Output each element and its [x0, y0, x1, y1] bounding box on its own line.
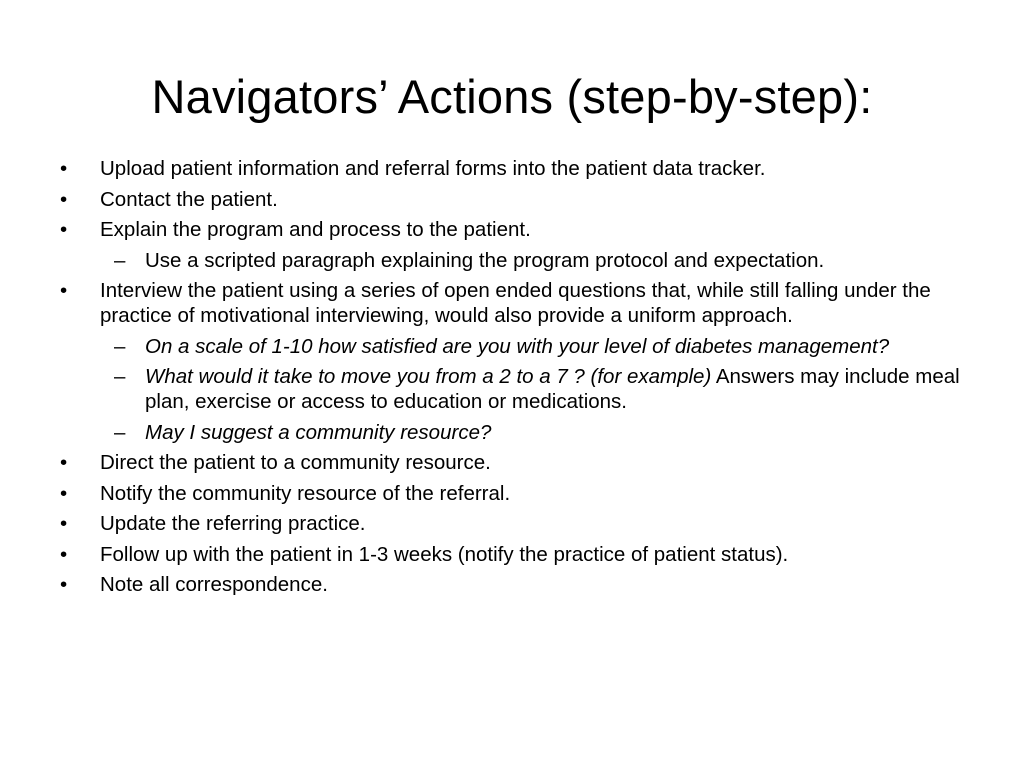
dash-marker: – [114, 248, 126, 272]
bullet-marker: • [60, 279, 68, 302]
list-item [60, 572, 970, 597]
list-item [60, 156, 970, 181]
bullet-marker: • [60, 512, 68, 535]
bullet-marker: • [60, 542, 68, 566]
sub-list-item [60, 420, 970, 445]
list-item [60, 217, 970, 242]
bullet-marker: • [60, 187, 68, 211]
bullet-marker: • [60, 157, 68, 180]
list-item-text: Direct the patient to a community resource. [100, 451, 491, 474]
list-item-text: Upload patient information and referral forms into the patient data tracker. [100, 157, 766, 180]
sub-list-item [60, 248, 970, 273]
sub-list-item-text: Answers may include meal plan, exercise or access to education or medications. [145, 365, 960, 413]
dash-marker: – [114, 334, 126, 358]
bullet-list [60, 156, 970, 603]
list-item-text: Interview the patient using a series of open ended questions that, while still falling under the practice of motivational interviewing, would also provide a uniform approach. [100, 279, 931, 327]
bullet-marker: • [60, 573, 68, 596]
dash-marker: – [114, 365, 126, 388]
list-item [60, 187, 970, 212]
interview-question: May I suggest a community resource? [145, 420, 492, 444]
list-item [60, 278, 970, 328]
list-item-text: Contact the patient. [100, 187, 278, 211]
list-item-text: Notify the community resource of the referral. [100, 481, 511, 505]
interview-question: What would it take to move you from a 2 to a 7 ? (for example) [145, 365, 712, 388]
sub-list-item-text: Use a scripted paragraph explaining the program protocol and expectation. [145, 248, 825, 272]
sub-list-item [60, 364, 970, 414]
dash-marker: – [114, 420, 126, 444]
list-item-text: Explain the program and process to the patient. [100, 218, 531, 241]
bullet-marker: • [60, 481, 68, 505]
list-item-text: Follow up with the patient in 1-3 weeks (notify the practice of patient status). [100, 542, 789, 566]
bullet-marker: • [60, 451, 68, 474]
interview-question: On a scale of 1-10 how satisfied are you with your level of diabetes management? [145, 334, 890, 358]
slide-title: Navigators’ Actions (step-by-step): [151, 70, 873, 123]
bullet-marker: • [60, 218, 68, 241]
list-item [60, 542, 970, 567]
list-item [60, 481, 970, 506]
list-item [60, 511, 970, 536]
list-item [60, 450, 970, 475]
sub-list-item [60, 334, 970, 359]
list-item-text: Note all correspondence. [100, 573, 328, 596]
list-item-text: Update the referring practice. [100, 512, 366, 535]
